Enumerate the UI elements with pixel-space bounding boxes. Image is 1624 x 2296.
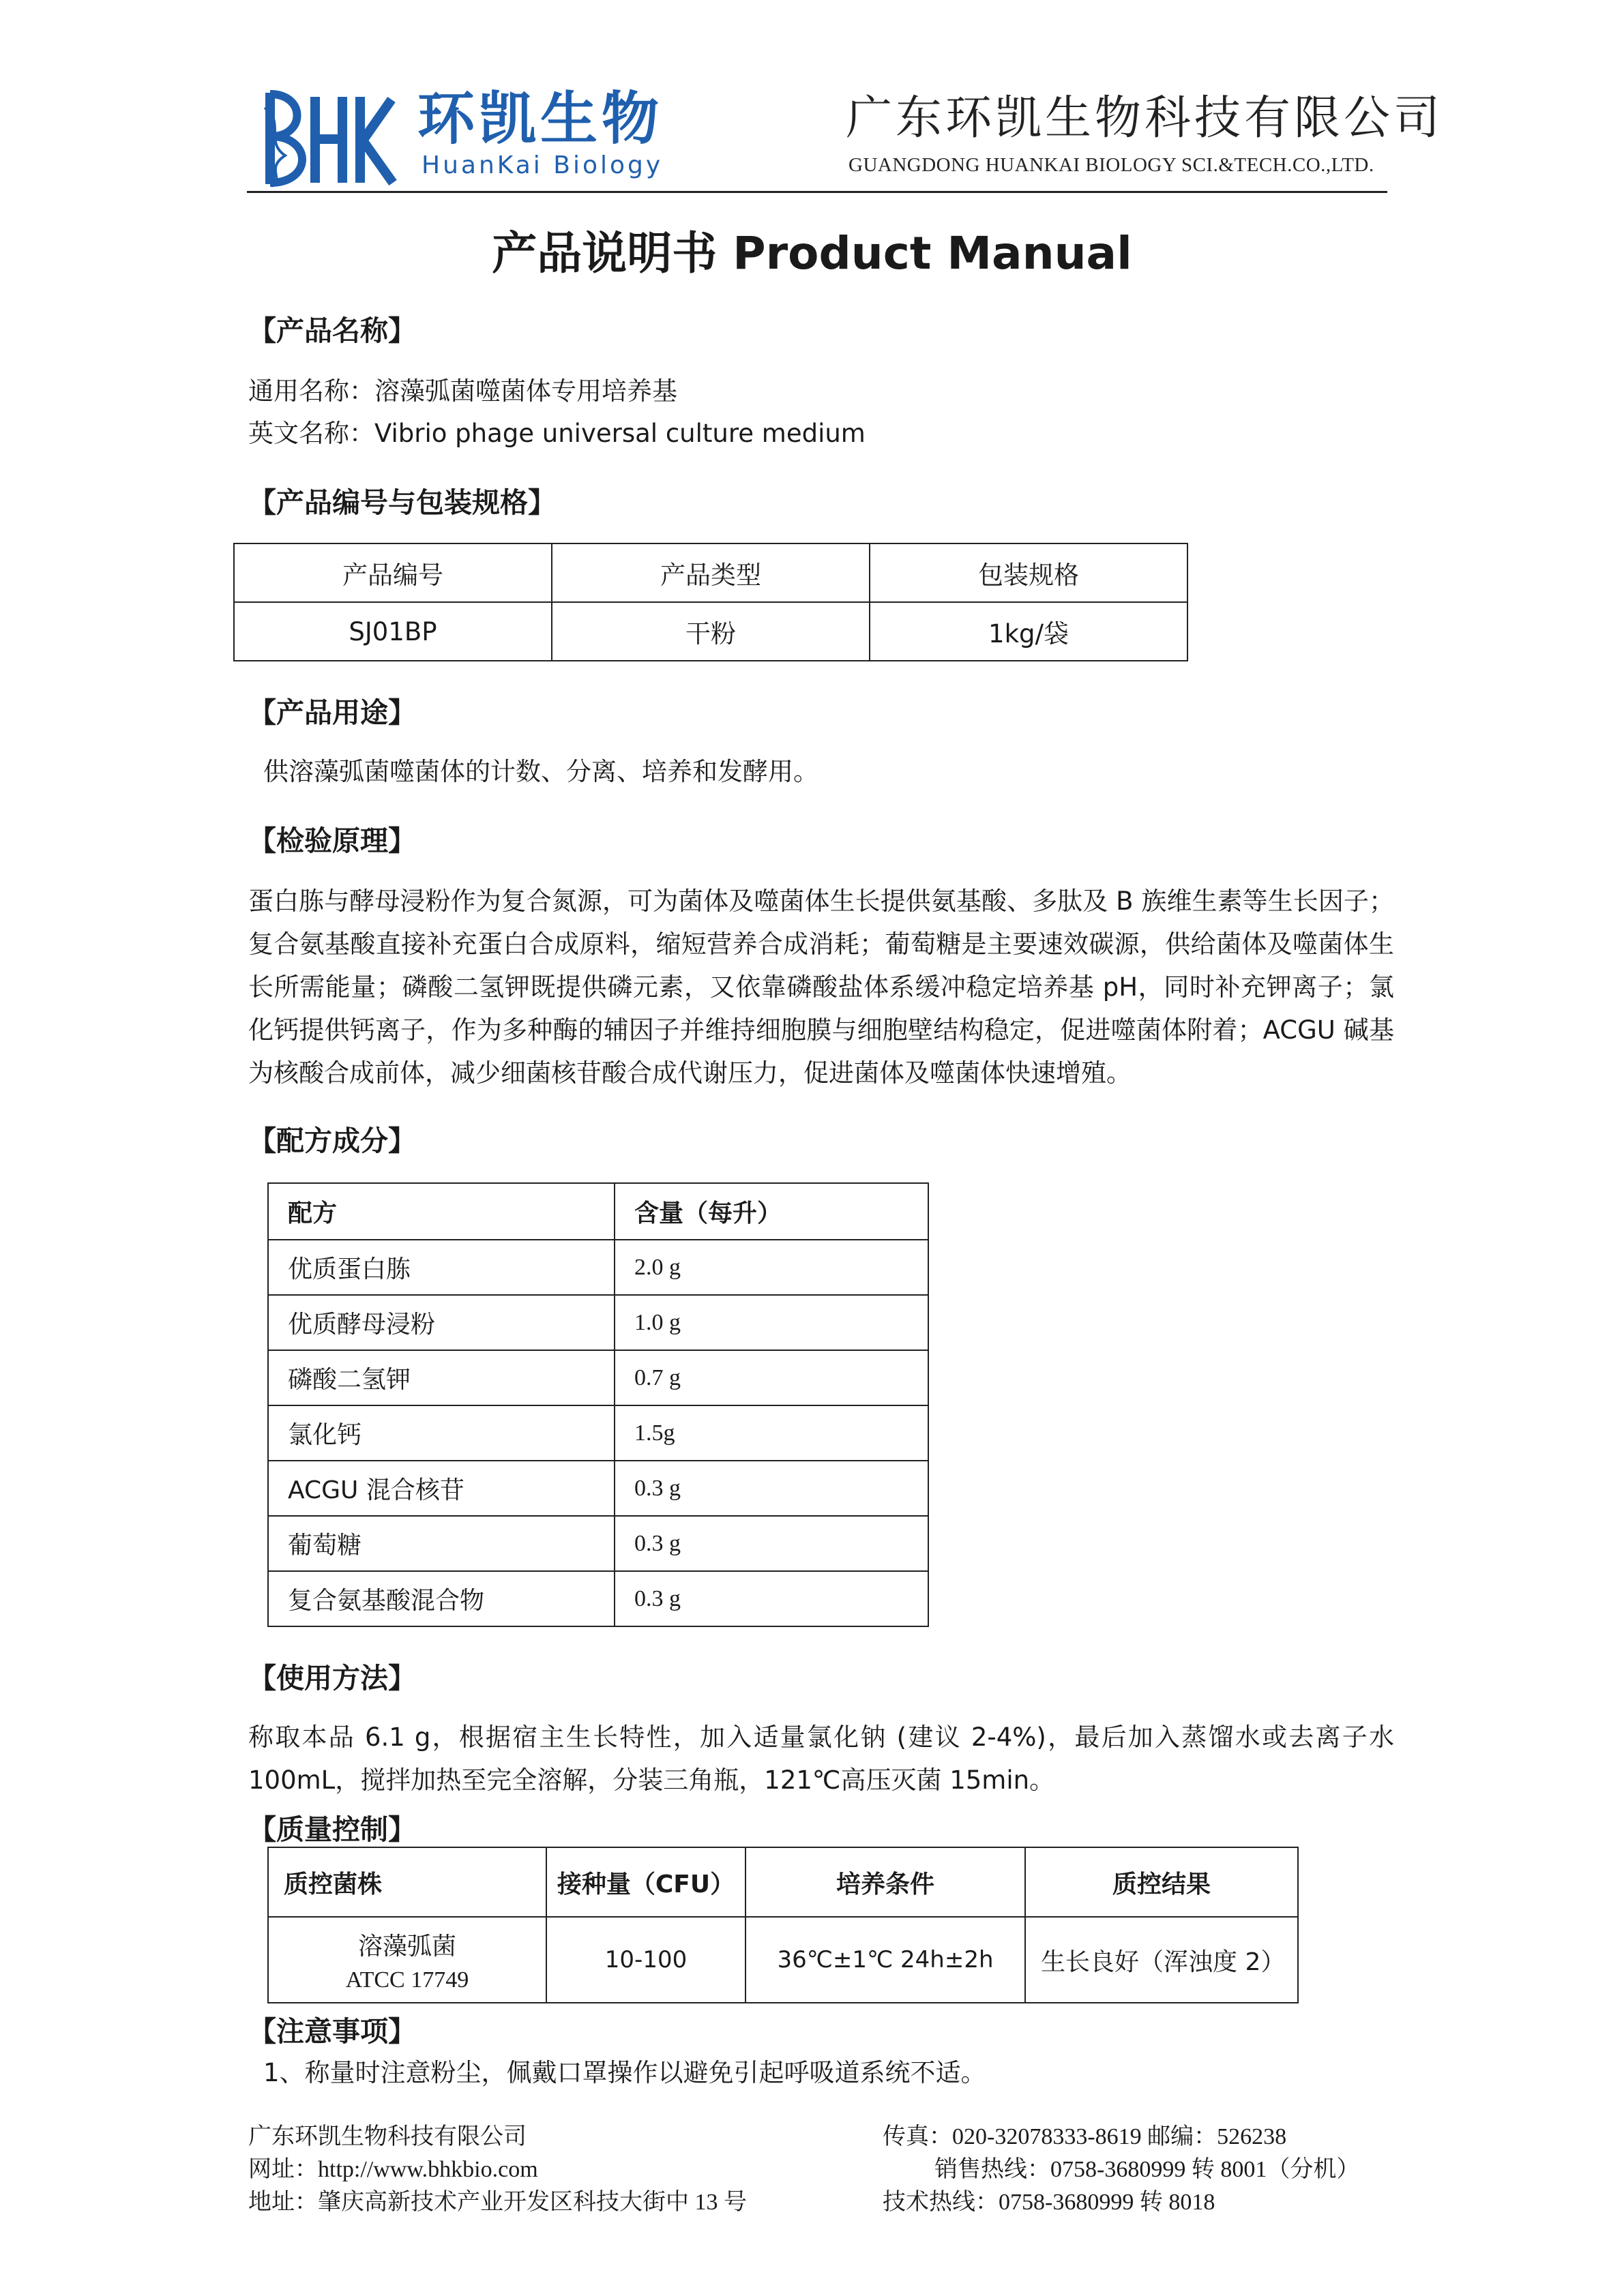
english-name: 英文名称：Vibrio phage universal culture medium	[248, 419, 866, 448]
section-heading-qc: 【质量控制】	[248, 1813, 416, 1846]
ingredient-name: 磷酸二氢钾	[268, 1350, 615, 1405]
note-item: 1、称量时注意粉尘，佩戴口罩操作以避免引起呼吸道系统不适。	[263, 2058, 986, 2087]
common-name: 通用名称：溶藻弧菌噬菌体专用培养基	[248, 376, 677, 406]
use-text: 供溶藻弧菌噬菌体的计数、分离、培养和发酵用。	[263, 757, 818, 786]
qc-header-cell: 质控菌株	[268, 1847, 546, 1917]
formula-row	[268, 1350, 928, 1405]
spec-table	[233, 543, 1188, 661]
ingredient-amount: 2.0 g	[615, 1240, 928, 1295]
ingredient-name: 复合氨基酸混合物	[268, 1571, 615, 1626]
qc-header-row	[268, 1847, 1298, 1917]
qc-strain-id: ATCC 17749	[345, 1967, 469, 1993]
spec-cell: SJ01BP	[234, 602, 552, 661]
footer-company: 广东环凯生物科技有限公司	[248, 2124, 527, 2149]
spec-cell: 1kg/袋	[870, 602, 1187, 661]
spec-cell: 干粉	[552, 602, 870, 661]
spec-header-cell: 产品编号	[234, 543, 552, 602]
qc-header-cell: 质控结果	[1025, 1847, 1298, 1917]
footer-address: 地址：肇庆高新技术产业开发区科技大街中 13 号	[248, 2190, 747, 2215]
footer-fax: 传真：020-32078333-8619 邮编：526238	[883, 2124, 1287, 2149]
ingredient-name: ACGU 混合核苷	[268, 1461, 615, 1516]
principle-text: 蛋白胨与酵母浸粉作为复合氮源，可为菌体及噬菌体生长提供氨基酸、多肽及 B 族维生素等生长因子；复合氨基酸直接补充蛋白合成原料，缩短营养合成消耗；葡萄糖是主要速效碳源，供给菌体及噬菌体生长所需能量；磷酸二氢钾既提供磷元素，又依靠磷酸盐体系缓冲稳定培养基 pH，同时补充钾离子；氯化钙提供钙离子，作为多种酶的辅因子并维持细胞膜与细胞壁结构稳定，促进噬菌体附着；ACGU 碱基为核酸合成前体，减少细菌核苷酸合成代谢压力，促进菌体及噬菌体快速增殖。	[248, 886, 1394, 1088]
formula-row	[268, 1461, 928, 1516]
formula-table	[267, 1182, 929, 1627]
qc-strain-cell	[268, 1917, 546, 2003]
section-heading-use: 【产品用途】	[248, 696, 416, 729]
qc-condition: 36℃±1℃ 24h±2h	[745, 1917, 1025, 2003]
qc-strain-name: 溶藻弧菌	[357, 1932, 456, 1960]
formula-header-cell: 含量（每升）	[615, 1183, 928, 1240]
ingredient-amount: 1.0 g	[615, 1295, 928, 1350]
ingredient-name: 葡萄糖	[268, 1516, 615, 1571]
section-heading-spec: 【产品编号与包装规格】	[248, 486, 556, 519]
spec-header-cell: 产品类型	[552, 543, 870, 602]
spec-header-cell: 包装规格	[870, 543, 1187, 602]
header-divider	[247, 191, 1387, 193]
section-heading-notes: 【注意事项】	[248, 2015, 416, 2048]
section-heading-product-name: 【产品名称】	[248, 314, 416, 347]
ingredient-name: 优质蛋白胨	[268, 1240, 615, 1295]
method-text: 称取本品 6.1 g，根据宿主生长特性，加入适量氯化钠 (建议 2-4%)，最后加入蒸馏水或去离子水 100mL，搅拌加热至完全溶解，分装三角瓶，121℃高压灭菌 15min。	[248, 1723, 1394, 1795]
formula-row	[268, 1295, 928, 1350]
document-title: 产品说明书 Product Manual	[492, 227, 1132, 280]
qc-data-row	[268, 1917, 1298, 2003]
formula-row	[268, 1516, 928, 1571]
company-logo-mark	[258, 87, 401, 190]
company-name-en: GUANGDONG HUANKAI BIOLOGY SCI.&TECH.CO.,LTD.	[848, 154, 1374, 176]
ingredient-name: 优质酵母浸粉	[268, 1295, 615, 1350]
formula-row	[268, 1240, 928, 1295]
formula-row	[268, 1405, 928, 1461]
ingredient-amount: 0.7 g	[615, 1350, 928, 1405]
logo-english-name: HuanKai Biology	[422, 151, 664, 179]
logo-chinese-name: 环凯生物	[417, 85, 664, 152]
ingredient-name: 氯化钙	[268, 1405, 615, 1461]
formula-header-cell: 配方	[268, 1183, 615, 1240]
spec-header-row	[234, 543, 1187, 602]
section-heading-formula: 【配方成分】	[248, 1124, 416, 1157]
ingredient-amount: 0.3 g	[615, 1461, 928, 1516]
qc-header-cell: 培养条件	[745, 1847, 1025, 1917]
section-heading-principle: 【检验原理】	[248, 824, 416, 857]
ingredient-amount: 0.3 g	[615, 1516, 928, 1571]
qc-table	[267, 1847, 1299, 2003]
formula-header-row	[268, 1183, 928, 1240]
qc-inoculum: 10-100	[546, 1917, 745, 2003]
formula-row	[268, 1571, 928, 1626]
spec-data-row	[234, 602, 1187, 661]
ingredient-amount: 0.3 g	[615, 1571, 928, 1626]
ingredient-amount: 1.5g	[615, 1405, 928, 1461]
section-heading-method: 【使用方法】	[248, 1662, 416, 1695]
footer-website: 网址：http://www.bhkbio.com	[248, 2157, 538, 2182]
footer-tech-hotline: 技术热线：0758-3680999 转 8018	[883, 2190, 1215, 2215]
qc-result: 生长良好（浑浊度 2）	[1025, 1917, 1298, 2003]
qc-header-cell: 接种量（CFU）	[546, 1847, 745, 1917]
footer-sales-hotline: 销售热线：0758-3680999 转 8001（分机）	[934, 2157, 1360, 2182]
company-name-cn: 广东环凯生物科技有限公司	[846, 91, 1444, 145]
